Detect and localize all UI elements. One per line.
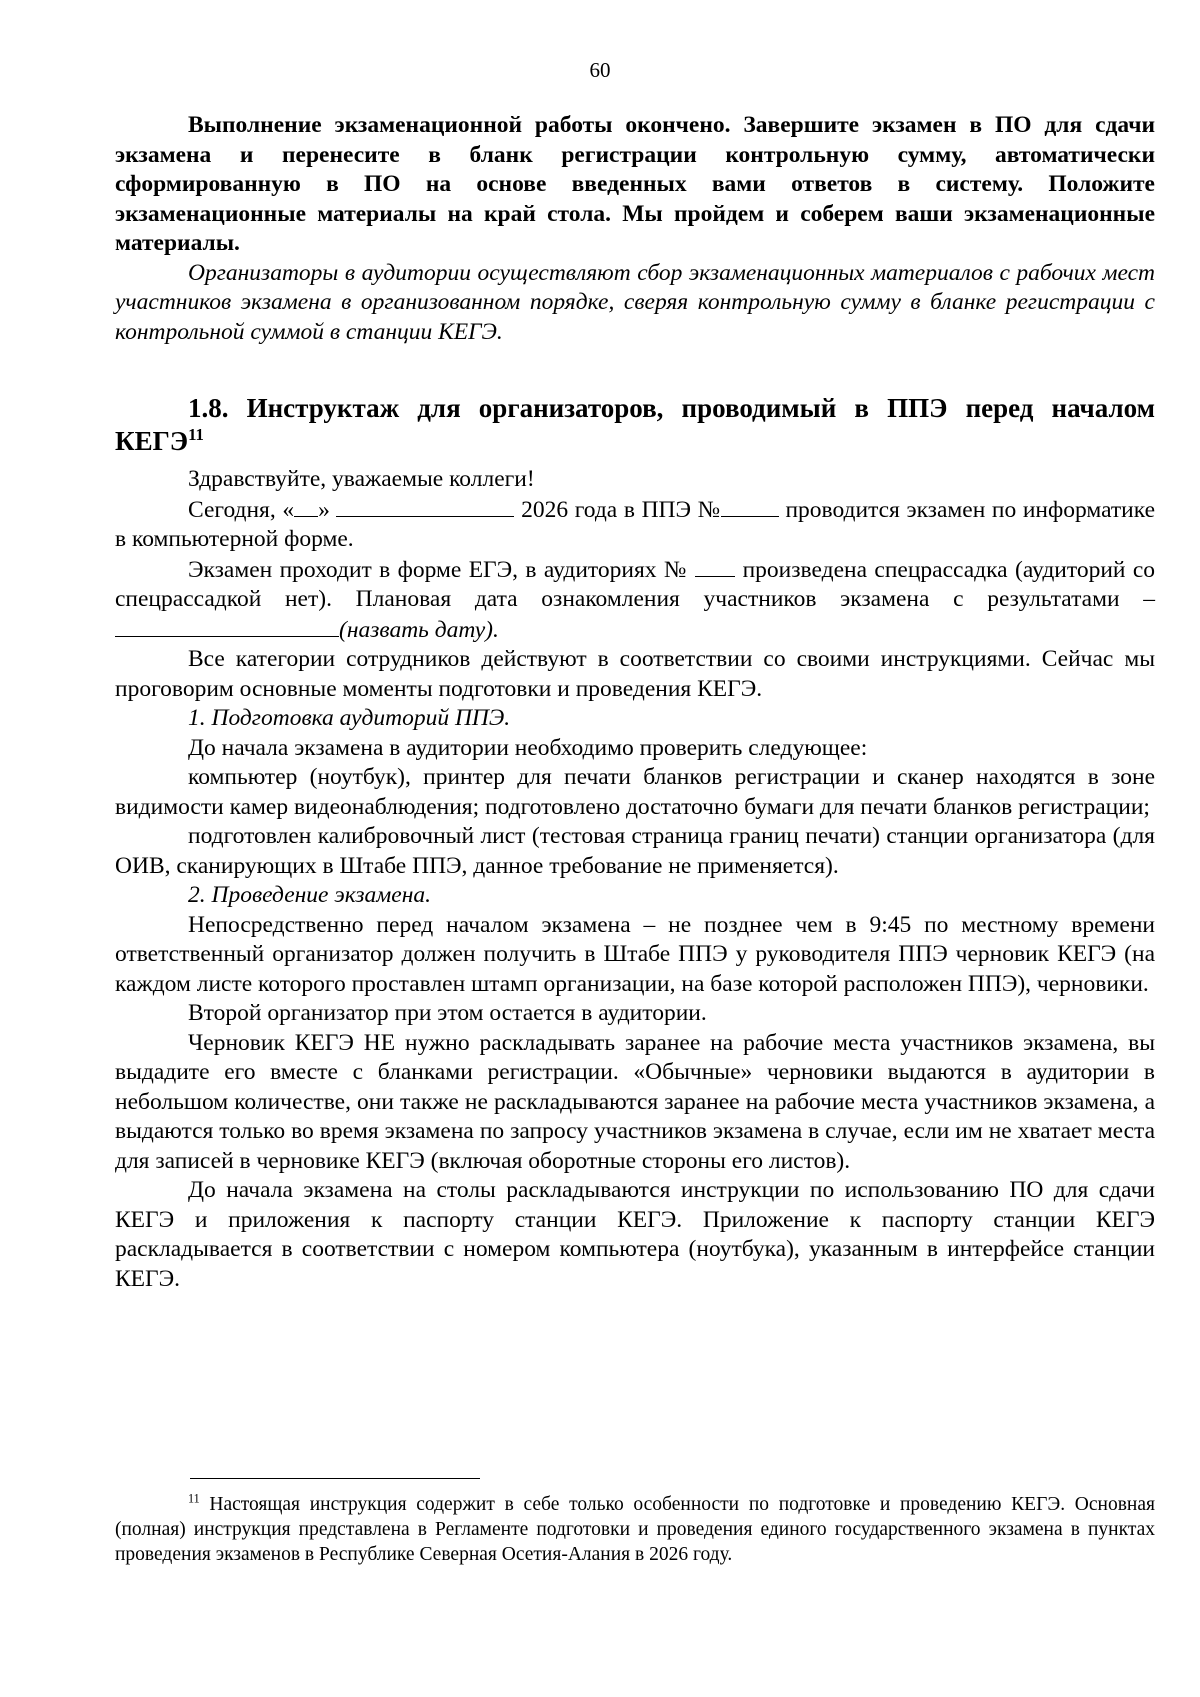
month-blank — [336, 495, 514, 517]
heading-text: 1.8. Инструктаж для организаторов, проводимый в ППЭ перед началом КЕГЭ — [115, 393, 1155, 456]
page-number: 60 — [589, 58, 611, 82]
check-calibration-paragraph: подготовлен калибровочный лист (тестовая страница границ печати) станции организатора (для ОИВ, сканирующих в Штабе ППЭ, данное требование не применяется). — [115, 823, 1155, 879]
section1-title: 1. Подготовка аудиторий ППЭ. — [188, 705, 511, 731]
exam-form-text-2: произведена спецрассадка (аудиторий со спецрассадкой нет). Плановая дата ознакомления участников экзамена с результатами – — [115, 556, 1156, 612]
instructions-note-paragraph: До начала экзамена на столы раскладываются инструкции по использованию ПО для сдачи КЕГЭ и приложения к паспорту станции КЕГЭ. Приложение к паспорту станции КЕГЭ раскладывается в соответствии с номером компьютера (ноутбука), указанным в интерфейсе станции КЕГЭ. — [115, 1177, 1155, 1292]
intro-bold-paragraph: Выполнение экзаменационной работы окончено. Завершите экзамен в ПО для сдачи экзамена и перенесите в бланк регистрации контрольную сумму, автоматически сформированную в ПО на основе введенных вами ответов в систему. Положите экзаменационные материалы на край стола. Мы пройдем и соберем ваши экзаменационные материалы. — [115, 112, 1155, 256]
today-text-2: » — [318, 496, 330, 523]
today-paragraph — [115, 495, 1155, 555]
today-text-3: 2026 года в ППЭ № — [521, 496, 721, 523]
footnote-separator — [190, 1478, 480, 1479]
intro-italic-paragraph: Организаторы в аудитории осуществляют сбор экзаменационных материалов с рабочих мест участников экзамена в организованном порядке, сверяя контрольную сумму в бланке регистрации с контрольной суммой в станции КЕГЭ. — [115, 259, 1155, 345]
footnote — [115, 1492, 1155, 1567]
today-text-4: проводится экзамен по информатике в компьютерной форме. — [115, 496, 1155, 552]
second-organizer-paragraph: Второй организатор при этом остается в аудитории. — [188, 1000, 707, 1026]
check-before-paragraph: До начала экзамена в аудитории необходимо проверить следующее: — [188, 734, 868, 761]
greeting-paragraph: Здравствуйте, уважаемые коллеги! — [188, 466, 535, 492]
today-text-1: Сегодня, « — [188, 496, 295, 523]
footnote-number: 11 — [188, 1491, 200, 1506]
ppe-number-blank — [721, 495, 779, 517]
check-computer-paragraph: компьютер (ноутбук), принтер для печати бланков регистрации и сканер находятся в зоне видимости камер видеонаблюдения; подготовлено достаточно бумаги для печати бланков регистрации; — [115, 764, 1155, 820]
auditorium-number-blank — [695, 555, 735, 577]
exam-form-hint: (назвать дату). — [339, 616, 499, 643]
day-blank — [294, 495, 318, 517]
heading-footnote-ref: 11 — [188, 425, 204, 444]
exam-form-paragraph — [115, 555, 1155, 646]
results-date-blank — [115, 615, 339, 637]
directly-before-paragraph: Непосредственно перед началом экзамена – не позднее чем в 9:45 по местному времени ответственный организатор должен получить в Штабе ППЭ у руководителя ППЭ черновик КЕГЭ (на каждом листе которого проставлен штамп организации, на базе которой расположен ППЭ), черновики. — [115, 911, 1155, 997]
all-categories-paragraph: Все категории сотрудников действуют в соответствии со своими инструкциями. Сейчас мы проговорим основные моменты подготовки и проведения КЕГЭ. — [115, 646, 1155, 702]
draft-note-paragraph: Черновик КЕГЭ НЕ нужно раскладывать заранее на рабочие места участников экзамена, вы выдадите его вместе с бланками регистрации. «Обычные» черновики выдаются в аудитории в небольшом количестве, они также не раскладываются заранее на рабочие места участников экзамена, а выдаются только во время экзамена по запросу участников экзамена в случае, если им не хватает места для записей в черновике КЕГЭ (включая оборотные стороны его листов). — [115, 1029, 1155, 1174]
intro-block — [115, 111, 1155, 347]
footnote-paragraph — [115, 1492, 1155, 1567]
body-block — [115, 465, 1155, 1294]
section-heading — [115, 392, 1155, 458]
exam-form-text-1: Экзамен проходит в форме ЕГЭ, в аудиториях № — [188, 556, 688, 583]
footnote-text: Настоящая инструкция содержит в себе только особенности по подготовке и проведению КЕГЭ. Основная (полная) инструкция представлена в Регламенте подготовки и проведения единого государственного экзамена в пунктах проведения экзаменов в Республике Северная Осетия-Алания в 2026 году. — [115, 1494, 1155, 1565]
section2-title: 2. Проведение экзамена. — [188, 882, 432, 908]
